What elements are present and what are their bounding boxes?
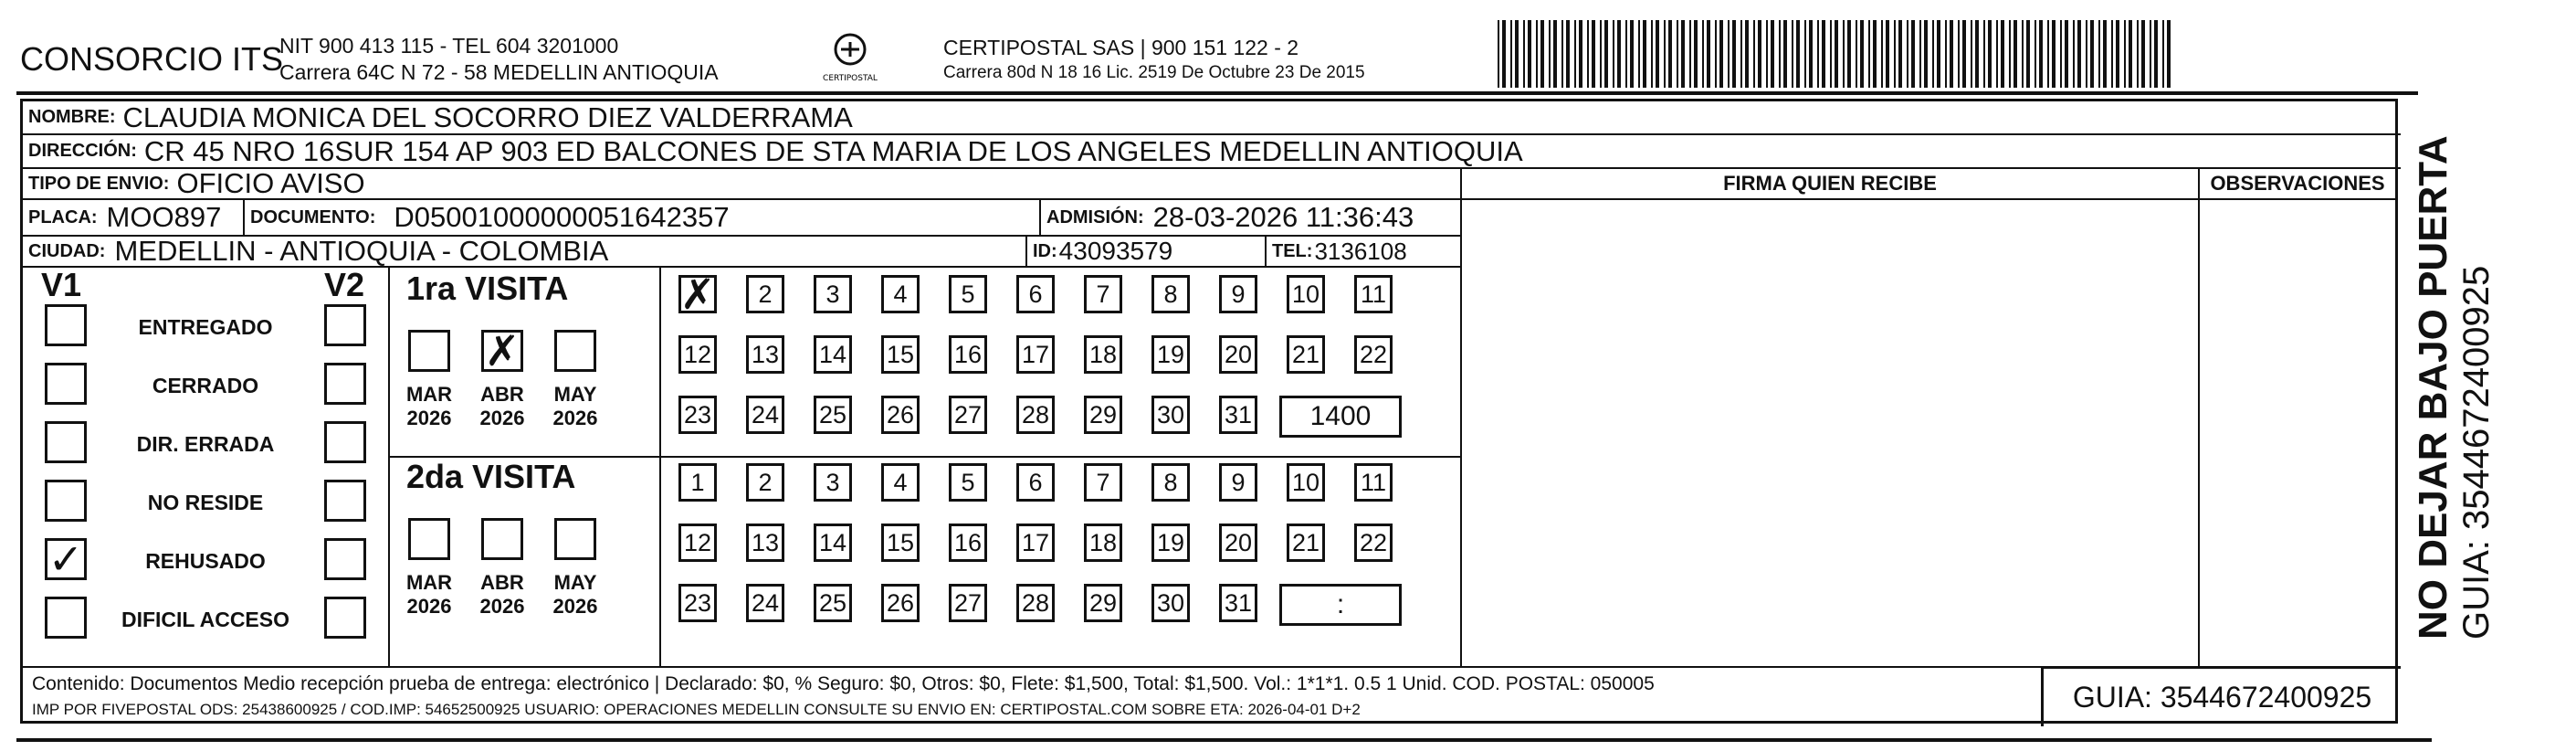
status-label: REHUSADO xyxy=(145,549,266,573)
firma-signature-area[interactable] xyxy=(1464,202,2196,664)
day-box[interactable]: 10 xyxy=(1287,463,1325,502)
v2-checkbox[interactable] xyxy=(324,480,366,522)
obs-divider xyxy=(2198,169,2200,666)
day-box[interactable]: 31 xyxy=(1219,396,1257,434)
day-box[interactable]: 25 xyxy=(814,584,852,622)
check-mark-icon: ✓ xyxy=(47,534,84,584)
placa-value: MOO897 xyxy=(106,201,222,233)
month-name: MAR xyxy=(405,571,453,594)
documento-label: DOCUMENTO: xyxy=(250,206,376,227)
cert-line-2: Carrera 80d N 18 16 Lic. 2519 De Octubre 23 De 2015 xyxy=(943,63,1365,82)
month-year: 2026 xyxy=(552,595,598,618)
day-box[interactable]: 9 xyxy=(1219,275,1257,313)
day-box[interactable]: 30 xyxy=(1151,584,1190,622)
day-box[interactable]: 16 xyxy=(949,524,987,562)
firma-divider xyxy=(1460,169,1462,666)
direccion-row xyxy=(23,135,2401,169)
month-checkbox[interactable] xyxy=(481,326,523,376)
ciudad-cell xyxy=(23,237,1027,266)
nombre-row xyxy=(23,101,2401,135)
v1-checkbox[interactable] xyxy=(45,480,87,522)
bottom-divider xyxy=(16,738,2432,742)
month-label xyxy=(470,571,534,619)
tel-label: TEL: xyxy=(1272,240,1313,261)
company-name: CONSORCIO ITS xyxy=(20,40,284,78)
tipo-value: OFICIO AVISO xyxy=(176,167,365,199)
day-box[interactable]: 3 xyxy=(814,275,852,313)
day-box[interactable]: 20 xyxy=(1219,524,1257,562)
day-box[interactable]: 9 xyxy=(1219,463,1257,502)
v2-checkbox[interactable] xyxy=(324,363,366,405)
time-box[interactable]: : xyxy=(1279,584,1402,626)
month-name: MAR xyxy=(405,383,453,406)
day-box[interactable]: 11 xyxy=(1354,275,1393,313)
day-box[interactable]: 18 xyxy=(1084,524,1122,562)
day-box[interactable]: 29 xyxy=(1084,396,1122,434)
nombre-value: CLAUDIA MONICA DEL SOCORRO DIEZ VALDERRAMA xyxy=(122,100,853,133)
day-box[interactable]: 3 xyxy=(814,463,852,502)
id-value: 43093579 xyxy=(1058,237,1173,265)
day-box[interactable]: 12 xyxy=(678,335,717,374)
side-text xyxy=(2411,135,2497,640)
month-year: 2026 xyxy=(479,407,525,429)
placa-cell xyxy=(23,200,245,235)
month-checkbox[interactable] xyxy=(554,330,596,372)
x-mark-icon: ✗ xyxy=(484,326,520,376)
guia-box: GUIA: 3544672400925 xyxy=(2041,666,2401,726)
certipostal-logo xyxy=(815,29,885,86)
documento-value: D05001000000051642357 xyxy=(394,201,730,233)
day-box[interactable]: 31 xyxy=(1219,584,1257,622)
day-box[interactable]: 16 xyxy=(949,335,987,374)
documento-cell xyxy=(245,200,1041,235)
placa-label: PLACA: xyxy=(28,206,98,227)
day-box[interactable]: 20 xyxy=(1219,335,1257,374)
barcode xyxy=(1498,20,2178,88)
v2-checkbox[interactable] xyxy=(324,538,366,580)
month-label xyxy=(543,571,607,619)
day-box[interactable]: 5 xyxy=(949,275,987,313)
day-box[interactable]: 1 xyxy=(678,463,717,502)
month-label xyxy=(397,571,461,619)
day-box[interactable]: 13 xyxy=(746,524,784,562)
day-box[interactable]: 30 xyxy=(1151,396,1190,434)
month-year: 2026 xyxy=(552,407,598,429)
day-box[interactable]: 23 xyxy=(678,396,717,434)
ciudad-label: CIUDAD: xyxy=(28,240,106,261)
nombre-label: NOMBRE: xyxy=(28,107,116,127)
contenido-text: Contenido: Documentos Medio recepción prueba de entrega: electrónico | Declarado: $0, % Seguro: $0, Otros: $0, Flete: $1,500, Total: $1,500. Vol.: 1*1*1. 0.5 1 Unid. COD. POSTAL: 050005 xyxy=(32,673,1655,694)
day-box[interactable]: 19 xyxy=(1151,524,1190,562)
day-box[interactable]: 27 xyxy=(949,396,987,434)
day-box[interactable]: 22 xyxy=(1354,335,1393,374)
delivery-form xyxy=(20,99,2398,724)
address-line: Carrera 64C N 72 - 58 MEDELLIN ANTIOQUIA xyxy=(279,60,719,84)
tipo-row xyxy=(23,169,1460,200)
day-box[interactable]: 6 xyxy=(1016,275,1055,313)
v1-checkbox[interactable] xyxy=(45,534,87,584)
header-divider xyxy=(16,91,2418,95)
day-box[interactable]: 21 xyxy=(1287,524,1325,562)
v1-checkbox[interactable] xyxy=(45,597,87,639)
month-checkbox[interactable] xyxy=(481,518,523,560)
day-box[interactable]: 8 xyxy=(1151,275,1190,313)
v1-checkbox[interactable] xyxy=(45,304,87,346)
v1-header: V1 xyxy=(41,266,82,303)
month-checkbox[interactable] xyxy=(554,518,596,560)
month-label xyxy=(543,383,607,430)
month-name: MAY xyxy=(553,571,597,594)
company-info xyxy=(279,33,719,86)
day-box[interactable]: 4 xyxy=(881,463,920,502)
imp-text: IMP POR FIVEPOSTAL ODS: 25438600925 / COD.IMP: 54652500925 USUARIO: OPERACIONES MEDELLIN CONSULTE SU ENVIO EN: CERTIPOSTAL.COM SOBRE ETA: 2026-04-01 D+2 xyxy=(32,701,1361,718)
visit-block xyxy=(23,268,1460,666)
placa-row xyxy=(23,200,1460,237)
ciudad-row xyxy=(23,237,1460,268)
day-box[interactable]: 23 xyxy=(678,584,717,622)
day-box[interactable]: 24 xyxy=(746,584,784,622)
day-box[interactable]: 25 xyxy=(814,396,852,434)
day-box[interactable]: 7 xyxy=(1084,275,1122,313)
status-label: ENTREGADO xyxy=(138,315,273,339)
day-box[interactable]: 17 xyxy=(1016,524,1055,562)
time-box[interactable]: 1400 xyxy=(1279,396,1402,438)
day-box[interactable]: 2 xyxy=(746,275,784,313)
day-box[interactable]: 19 xyxy=(1151,335,1190,374)
month-year: 2026 xyxy=(406,407,452,429)
day-box[interactable]: 27 xyxy=(949,584,987,622)
day-box[interactable]: 7 xyxy=(1084,463,1122,502)
day-box[interactable]: 15 xyxy=(881,335,920,374)
day-box[interactable]: 5 xyxy=(949,463,987,502)
v2-checkbox[interactable] xyxy=(324,597,366,639)
certipostal-info xyxy=(943,35,1365,86)
day-box[interactable]: 26 xyxy=(881,396,920,434)
day-box[interactable]: 18 xyxy=(1084,335,1122,374)
admision-label: ADMISIÓN: xyxy=(1046,206,1144,227)
day-box[interactable]: 12 xyxy=(678,524,717,562)
day-box[interactable]: 11 xyxy=(1354,463,1393,502)
cert-line-1: CERTIPOSTAL SAS | 900 151 122 - 2 xyxy=(943,36,1299,59)
month-year: 2026 xyxy=(479,595,525,618)
visit-title: 1ra VISITA xyxy=(406,270,569,307)
day-box[interactable]: 14 xyxy=(814,335,852,374)
month-name: MAY xyxy=(553,383,597,406)
month-divider xyxy=(659,268,661,666)
v2-checkbox[interactable] xyxy=(324,304,366,346)
month-name: ABR xyxy=(480,383,524,406)
day-box[interactable]: 26 xyxy=(881,584,920,622)
day-box[interactable] xyxy=(678,270,717,319)
day-box[interactable]: 2 xyxy=(746,463,784,502)
tel-value: 3136108 xyxy=(1314,237,1407,265)
status-divider xyxy=(388,268,390,666)
nit-line: NIT 900 413 115 - TEL 604 3201000 xyxy=(279,34,619,58)
status-label: DIR. ERRADA xyxy=(136,432,275,456)
day-box[interactable]: 28 xyxy=(1016,396,1055,434)
side-guia: GUIA: 3544672400925 xyxy=(2456,265,2497,640)
day-box[interactable]: 4 xyxy=(881,275,920,313)
month-year: 2026 xyxy=(406,595,452,618)
x-mark-icon: ✗ xyxy=(679,270,716,319)
admision-cell xyxy=(1041,200,1460,235)
day-box[interactable]: 29 xyxy=(1084,584,1122,622)
direccion-value: CR 45 NRO 16SUR 154 AP 903 ED BALCONES DE STA MARIA DE LOS ANGELES MEDELLIN ANTIOQUIA xyxy=(143,134,1523,167)
day-box[interactable]: 14 xyxy=(814,524,852,562)
admision-value: 28-03-2026 11:36:43 xyxy=(1152,201,1414,233)
day-box[interactable]: 6 xyxy=(1016,463,1055,502)
day-box[interactable]: 21 xyxy=(1287,335,1325,374)
direccion-label: DIRECCIÓN: xyxy=(28,141,137,161)
observaciones-header: OBSERVACIONES xyxy=(2200,169,2395,200)
v2-checkbox[interactable] xyxy=(324,421,366,463)
status-label: CERRADO xyxy=(152,374,259,397)
month-checkbox[interactable] xyxy=(408,330,450,372)
v2-header: V2 xyxy=(324,266,365,303)
month-name: ABR xyxy=(480,571,524,594)
status-label: NO RESIDE xyxy=(147,491,264,514)
day-box[interactable]: 24 xyxy=(746,396,784,434)
tipo-label: TIPO DE ENVIO: xyxy=(28,173,170,194)
v1-checkbox[interactable] xyxy=(45,363,87,405)
id-cell xyxy=(1027,237,1267,266)
day-box[interactable]: 8 xyxy=(1151,463,1190,502)
day-box[interactable]: 15 xyxy=(881,524,920,562)
visit-title: 2da VISITA xyxy=(406,458,576,495)
day-box[interactable]: 28 xyxy=(1016,584,1055,622)
logo-text: CERTIPOSTAL xyxy=(823,74,878,83)
day-box[interactable]: 10 xyxy=(1287,275,1325,313)
day-box[interactable]: 13 xyxy=(746,335,784,374)
month-label xyxy=(397,383,461,430)
status-label: DIFICIL ACCESO xyxy=(121,608,289,631)
day-box[interactable]: 22 xyxy=(1354,524,1393,562)
side-warning: NO DEJAR BAJO PUERTA xyxy=(2411,135,2455,640)
ciudad-value: MEDELLIN - ANTIOQUIA - COLOMBIA xyxy=(114,235,609,267)
month-label xyxy=(470,383,534,430)
v1-checkbox[interactable] xyxy=(45,421,87,463)
tel-cell xyxy=(1267,237,1460,266)
day-box[interactable]: 17 xyxy=(1016,335,1055,374)
firma-header: FIRMA QUIEN RECIBE xyxy=(1462,169,2198,200)
id-label: ID: xyxy=(1033,240,1057,261)
observaciones-area[interactable] xyxy=(2202,202,2395,664)
month-checkbox[interactable] xyxy=(408,518,450,560)
